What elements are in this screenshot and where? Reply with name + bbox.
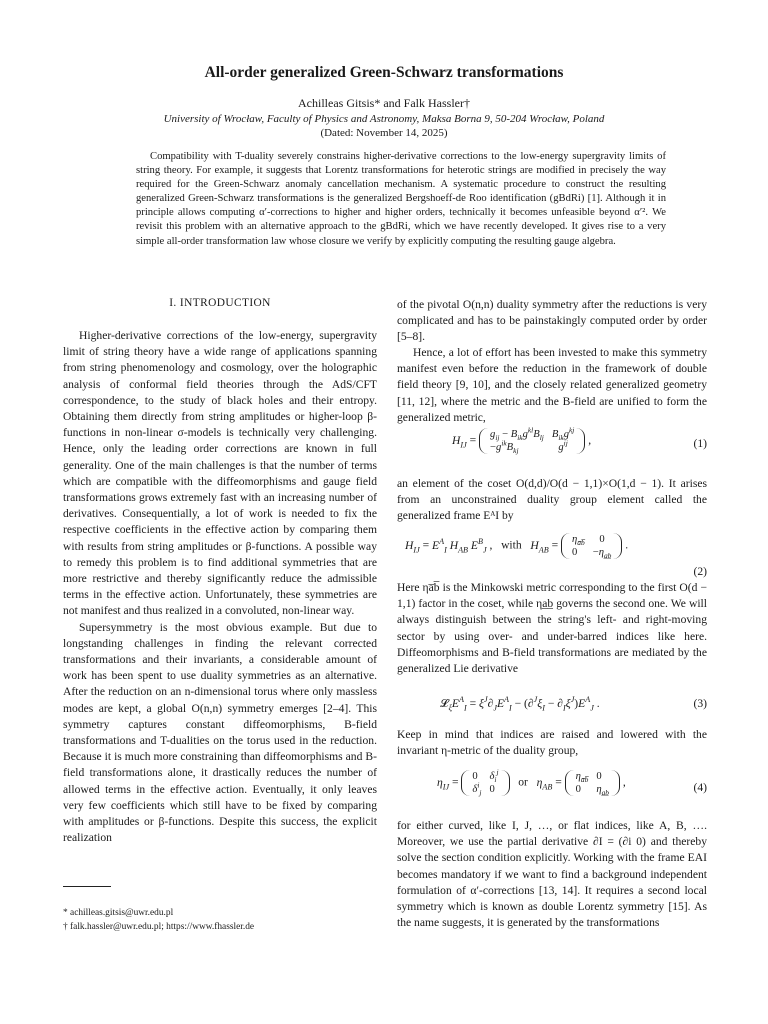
right-paragraph-5: Keep in mind that indices are raised and lowered with the invariant η-metric of the duality group, (397, 728, 707, 758)
right-paragraph-1: of the pivotal O(n,n) duality symmetry after the reductions is very complicated and has to be painstakingly computed order by order [5–8]. (397, 298, 707, 344)
right-paragraph-6: for either curved, like I, J, …, or flat indices, like A, B, …. Moreover, we use the partial derivative ∂I = (∂i 0) and thereby solve the section condition explicitly. Working with the frame EAI becomes mandatory if we want to find a background independent formulation of α′-corrections [13, 14]. It requires a second local symmetry which is known as double Lorentz symmetry [15]. As the name suggests, it is generated by the transformations (397, 819, 707, 930)
equation-2-number: (2) (693, 565, 707, 578)
section-heading: I. INTRODUCTION (169, 297, 271, 309)
equation-4: $\eta_{IJ}$ = 0 $\delta_i^j$ $\delta^i_j$ 0 or $\eta_{AB}$ = $\eta_{a̅b̅}$ 0 0 $\eta_{a̲b̲}$ , (437, 767, 626, 798)
equation-2-with: with (501, 538, 522, 552)
left-column (63, 328, 377, 847)
footnote-2: † falk.hassler@uwr.edu.pl; https://www.fhassler.de (63, 922, 255, 932)
right-paragraph-3: an element of the coset O(d,d)/O(d − 1,1)×O(1,d − 1). It arises from an unconstrained duality group element called the generalized frame EᴬI by (397, 477, 707, 523)
paper-title: All-order generalized Green-Schwarz transformations (204, 64, 564, 81)
authors: Achilleas Gitsis* and Falk Hassler† (298, 96, 470, 110)
abstract-text: Compatibility with T-duality severely constrains higher-derivative corrections to the low-energy supergravity limits of string theory. For example, it suggests that Lorentz transformations for heterotic strings are modified in precisely the way required for the Green-Schwarz anomaly cancellation mechanism. A systematic procedure to construct the resulting generalized Green-Schwarz transformations is the generalized Bergshoeff-de Roo identification (gBdRi) [1]. Although it in principle allows computing α′-corrections to higher and higher orders, technically it becomes unfeasible beyond α′². We revisit this problem with an alternative approach to the gBdRi, which we have recently developed. It gives rise to a very simple all-order transformation law whose closure we verify by explicitly computing the resulting gauge algebra. (136, 151, 666, 247)
right-paragraph-2: Hence, a lot of effort has been invested to make this symmetry manifest even before the reduction in the framework of double field theory [9, 10], and the closely related generalized geometry [11, 12], where the metric and the B-field are unified to form the generalized metric, (397, 346, 707, 424)
right-paragraph-4: Here ηa̅b̅ is the Minkowski metric corresponding to the first O(d − 1,1) factor in the coset, while ηa̲b̲ governs the second one. We will always distinguish between the string's left- and right-moving sector by using over- and under-barred indices like here. Diffeomorphisms and B-field transformations are mediated by the generalized Lie derivative (397, 581, 707, 676)
equation-4-or: or (518, 775, 528, 789)
equation-1: $H_{IJ}$ = $g_{ij} - B_{ik}g^{kl}B_{lj}$ $B_{ik}g^{kj}$ $-g^{ik}B_{kj}$ $g^{ij}$ , (452, 425, 592, 456)
intro-paragraph-1: Higher-derivative corrections of the low-energy, supergravity limit of string theory have a wide range of applications spanning from string phenomenology and cosmology, over the holographic analysis of conformal field theories through the AdS/CFT correspondence, to the study of black holes and their entropy. Obtaining them directly from string amplitudes or higher-loop β-functions in non-linear σ-models is technically very challenging. Hence, only the leading order corrections are known in full generality. One of the main challenges is that the number of terms which are compatible with the diffeomorphisms and gauge field transformations grows extremely fast with an increasing number of derivatives. Consequentially, a lot of work is needed to fix the respective coefficients in the effective action by comparing them with results from string amplitudes or β-functions. A possible way to remedy this problem is to find additional symmetries that are more restrictive and thereby significantly reduce the admissible terms in the effective action. Unfortunately, these symmetries are not manifest and thus realized in a convoluted, non-linear way. (63, 329, 377, 618)
footnote-1: * achilleas.gitsis@uwr.edu.pl (63, 908, 174, 918)
affiliation: University of Wrocław, Faculty of Physics and Astronomy, Maksa Borna 9, 50-204 Wrocław, Poland (163, 113, 605, 125)
abstract (136, 150, 666, 249)
equation-3: $𝓛_\xi E^A_I = \xi^J\partial_JE^A_I - (\partial^J\xi_I - \partial_I\xi^J)E^A_J$ . (440, 695, 600, 713)
footnote-rule (63, 886, 111, 887)
equation-3-number: (3) (693, 697, 707, 710)
intro-paragraph-2: Supersymmetry is the most obvious example. But due to longstanding challenges in finding the relevant corrected transformations and their invariants, a considerable amount of work has been spent to use duality symmetries as an alternative. After the reduction on an n-dimensional torus where only massless modes are kept, a global O(n,n) symmetry emerges [2–4]. This symmetry captures constant diffeomorphisms, B-field transformations and T-dualities on the torus used in the reduction. Because it is much more constraining than diffeomorphisms and B-field transformations alone, it drastically reduces the number of allowed terms in the effective action. Eventually, it only leaves very few coefficients which still have to be fixed by comparing with amplitudes or β-functions. Despite this success, the explicit realization (63, 620, 377, 845)
equation-2: $H_{IJ} = E^A_I$ $H_{AB}$ $E^B_J$ , with $H_{AB}$ = $\eta_{a̅b̅}$ 0 0 $-\eta_{a̲b̲}$ . (405, 534, 629, 561)
equation-4-number: (4) (693, 781, 707, 794)
equation-1-number: (1) (693, 437, 707, 450)
date-line: (Dated: November 14, 2025) (320, 127, 448, 139)
